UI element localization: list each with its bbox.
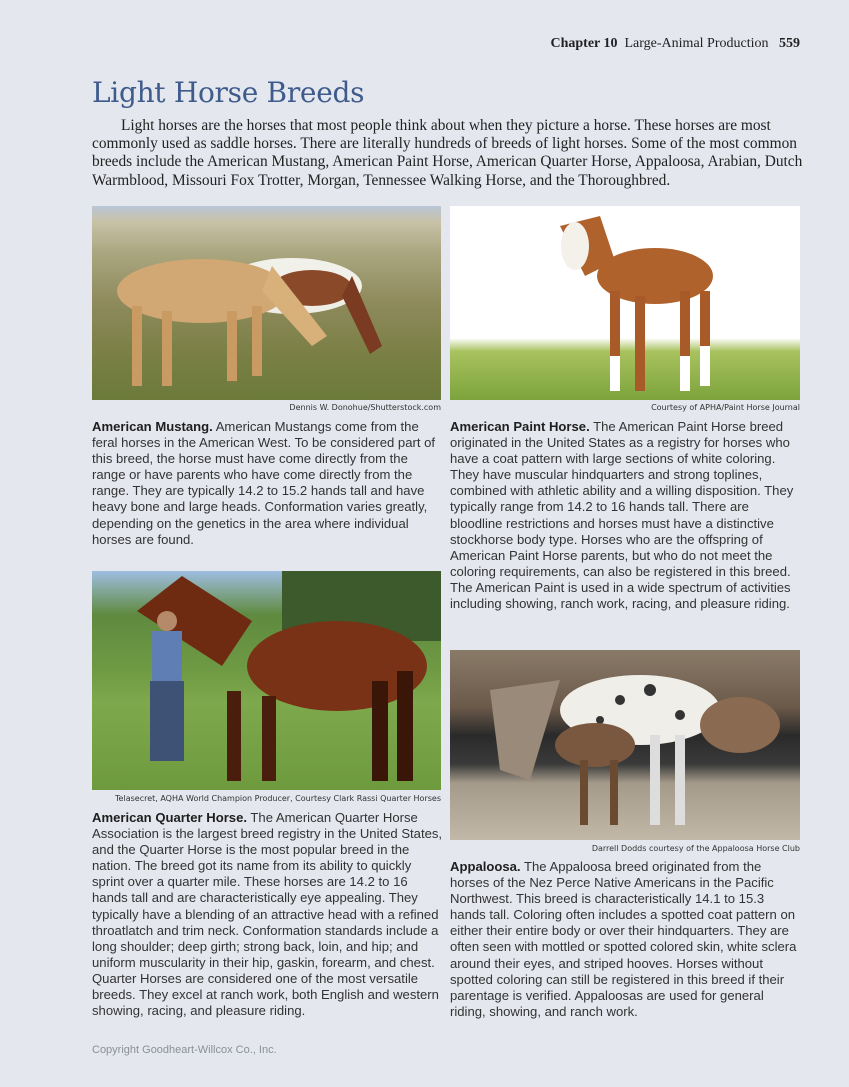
running-header	[550, 36, 800, 52]
chapter-number: Chapter 10	[550, 36, 618, 51]
breed-name: American Quarter Horse.	[92, 810, 248, 825]
section-title: Light Horse Breeds	[92, 76, 365, 109]
photo-credit-appaloosa: Darrell Dodds courtesy of the Appaloosa Horse Club	[591, 844, 800, 853]
breed-description: The American Paint Horse breed originated in the United States as a registry for horses who have a coat pattern with large sections of white coloring. They have muscular hindquarters and strong toplines, combined with athletic ability and a willing disposition. They typically range from 14.2 to 16 hands tall. There are bloodline restrictions and horses must have a distinctive stockhorse body type. Horses who are the offspring of American Paint Horse parents, but who do not meet the coloring requirements, can also be registered in this breed. The American Paint is used in a wide spectrum of activities including showing, ranch work, racing, and pleasure riding.	[450, 419, 794, 612]
copyright-footer: Copyright Goodheart-Willcox Co., Inc.	[92, 1044, 277, 1056]
american-quarter-horse-photo	[92, 571, 441, 790]
intro-paragraph: Light horses are the horses that most people think about when they picture a horse. These horses are most commonly used as saddle horses. There are literally hundreds of breeds of light horses. Some of the most common breeds include the American Mustang, American Paint Horse, American Quarter Horse, Appaloosa, Arabian, Dutch Warmblood, Missouri Fox Trotter, Morgan, Tennessee Walking Horse, and the Thoroughbred.	[92, 117, 803, 189]
chapter-title: Large-Animal Production	[624, 36, 769, 51]
caption-american-quarter-horse	[92, 810, 444, 1019]
american-mustang-photo	[92, 206, 441, 400]
photo-credit-mustang: Dennis W. Donohue/Shutterstock.com	[289, 403, 441, 412]
page-number: 559	[779, 36, 800, 51]
breed-description: American Mustangs come from the feral horses in the American West. To be considered part of this breed, the horse must have come directly from the range or have parents who have come directly from the range. They are typically 14.2 to 15.2 hands tall and have heavy bone and large heads. Conformation varies greatly, depending on the genetics in the area where individual horses are found.	[92, 419, 436, 547]
breed-description: The American Quarter Horse Association is the largest breed registry in the United States, and the Quarter Horse is the most popular breed in the nation. The breed got its name from its ability to quickly sprint over a quarter mile. These horses are 14.2 to 16 hands tall and are characteristically eye appealing. They typically have a blending of an attractive head with a refined throatlatch and trim neck. Conformation standards include a long shoulder; deep girth; strong back, loin, and hip; and uniform muscularity in their hip, gaskin, forearm, and chest. Quarter Horses are considered one of the most versatile breeds. They excel at ranch work, both English and western showing, racing, and pleasure riding.	[92, 810, 443, 1019]
photo-credit-paint: Courtesy of APHA/Paint Horse Journal	[651, 403, 800, 412]
american-paint-horse-photo	[450, 206, 800, 400]
caption-american-paint-horse	[450, 419, 802, 612]
caption-american-mustang	[92, 419, 444, 548]
caption-appaloosa	[450, 859, 802, 1020]
appaloosa-photo	[450, 650, 800, 840]
breed-name: American Mustang.	[92, 419, 213, 434]
breed-name: American Paint Horse.	[450, 419, 590, 434]
breed-name: Appaloosa.	[450, 859, 521, 874]
breed-description: The Appaloosa breed originated from the horses of the Nez Perce Native Americans in the Pacific Northwest. This breed is characteristically 14.1 to 15.3 hands tall. Coloring often includes a spotted coat pattern on either their entire body or over their hindquarters. They are often seen with mottled or spotted colored skin, white sclera around their eyes, and striped hooves. Horses without spotted coloring can still be registered in this breed if their parentage is verified. Appaloosas are used for general riding, showing, and ranch work.	[450, 859, 797, 1019]
photo-credit-quarter: Telasecret, AQHA World Champion Producer, Courtesy Clark Rassi Quarter Horses	[115, 794, 441, 803]
